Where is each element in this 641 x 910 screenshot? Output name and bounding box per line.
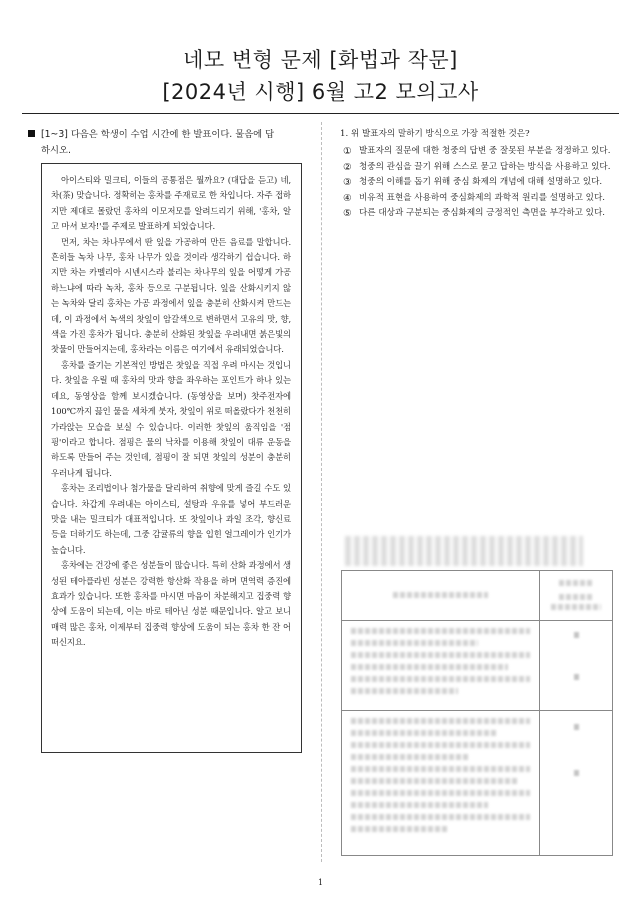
- document-title: 네모 변형 문제 [화법과 작문]: [183, 48, 458, 72]
- option-number: ⑤: [343, 208, 352, 220]
- question-1: [340, 127, 620, 221]
- option-number: ②: [343, 161, 352, 173]
- passage-box: [41, 163, 302, 753]
- blurred-table: [341, 570, 613, 856]
- option-5[interactable]: [343, 206, 620, 221]
- option-text: 청중의 관심을 끌기 위해 스스로 묻고 답하는 방식을 사용하고 있다.: [359, 161, 611, 172]
- square-bullet-icon: [28, 130, 35, 137]
- document-subtitle: [2024년 시행] 6월 고2 모의고사: [162, 80, 479, 104]
- instruction-line-1: [1~3] 다음은 학생이 수업 시간에 한 발표이다. 물음에 답: [41, 129, 275, 140]
- option-1[interactable]: [343, 144, 620, 159]
- column-divider: [321, 122, 322, 862]
- option-2[interactable]: [343, 160, 620, 175]
- option-number: ④: [343, 192, 352, 204]
- header-divider: [22, 113, 619, 114]
- blurred-question-area: [341, 536, 613, 851]
- passage-paragraph: 홍차는 조리법이나 첨가물을 달리하여 취향에 맞게 즐길 수도 있습니다. 차갑게 우려내는 아이스티, 설탕과 우유를 넣어 부드러운 맛을 내는 밀크티가 대표적입니다. 또 찻잎이나 과일 조각, 향신료 등을 더하기도 하는데, 그중 감귤류의 향을 입힌 얼그레이가 인기가 높습니다.: [51, 483, 291, 555]
- instruction: [28, 127, 310, 159]
- option-text: 청중의 이해를 돕기 위해 중심 화제의 개념에 대해 설명하고 있다.: [359, 177, 603, 188]
- passage-paragraph: 홍차에는 건강에 좋은 성분들이 많습니다. 특히 산화 과정에서 생성된 테아플라빈 성분은 강력한 항산화 작용을 하며 면역력 증진에 효과가 있습니다. 또한 홍차를 마시면 마음이 차분해지고 집중력 향상에 도움이 되는데, 이는 바로 테아닌 성분 때문입니다. 알고 보니 매력 많은 홍차, 이제부터 집중력 향상에 도움이 되는 홍차 한 잔 어떠신지요.: [51, 560, 291, 648]
- option-text: 발표자의 질문에 대한 청중의 답변 중 잘못된 부분을 정정하고 있다.: [359, 146, 611, 157]
- option-text: 다른 대상과 구분되는 중심화제의 긍정적인 측면을 부각하고 있다.: [359, 208, 605, 219]
- passage-paragraph: 아이스티와 밀크티, 이들의 공통점은 뭘까요? (대답을 듣고) 네, 차(茶) 맞습니다. 정확히는 홍차를 주재료로 한 차입니다. 자주 접하지만 제대로 몰랐던 홍차의 이모저모를 알려드리기 위해, '홍차, 알고 마셔 보자!'를 주제로 발표하게 되었습니다.: [51, 175, 291, 232]
- passage-paragraph: 먼저, 차는 차나무에서 딴 잎을 가공하여 만든 음료를 말합니다. 흔히들 녹차 나무, 홍차 나무가 있을 것이라 생각하기 쉽습니다. 하지만 차는 카멜리아 시넨시스라 불리는 차나무의 잎을 어떻게 가공하느냐에 따라 녹차, 홍차 등으로 구분됩니다. 잎을 산화시키지 않는 녹차와 달리 홍차는 가공 과정에서 잎을 충분히 산화시켜 만드는데, 이 과정에서 녹색의 찻잎이 암갈색으로 변하면서 고유의 맛, 향, 색을 가진 홍차가 됩니다. 충분히 산화된 찻잎을 우려내면 붉은빛의 찻물이 만들어지는데, 홍차라는 이름은 여기에서 유래되었습니다.: [51, 236, 291, 355]
- option-4[interactable]: [343, 191, 620, 206]
- page-number: 1: [317, 878, 324, 887]
- option-number: ①: [343, 146, 352, 158]
- instruction-line-2: 하시오.: [41, 145, 71, 156]
- question-stem: 1. 위 발표자의 말하기 방식으로 가장 적절한 것은?: [340, 129, 530, 139]
- option-text: 비유적 표현을 사용하여 중심화제의 과학적 원리를 설명하고 있다.: [359, 192, 605, 203]
- blurred-caption: [345, 536, 583, 566]
- option-number: ③: [343, 177, 352, 189]
- option-3[interactable]: [343, 175, 620, 190]
- passage-paragraph: 홍차를 즐기는 기본적인 방법은 찻잎을 직접 우려 마시는 것입니다. 찻잎을 우릴 때 홍차의 맛과 향을 좌우하는 포인트가 하나 있는데요, 동영상을 함께 보시겠습니다. (동영상을 보며) 찻주전자에 100℃까지 끓인 물을 세차게 붓자, 찻잎이 위로 떠올랐다가 천천히 가라앉는 모습을 보실 수 있습니다. 이러한 찻잎의 움직임을 '점핑'이라고 합니다. 점핑은 물의 낙차를 이용해 찻잎이 대류 운동을 하도록 만들어 주는 것인데, 점핑이 잘 되면 찻잎의 성분이 충분히 우러나게 됩니다.: [51, 359, 291, 478]
